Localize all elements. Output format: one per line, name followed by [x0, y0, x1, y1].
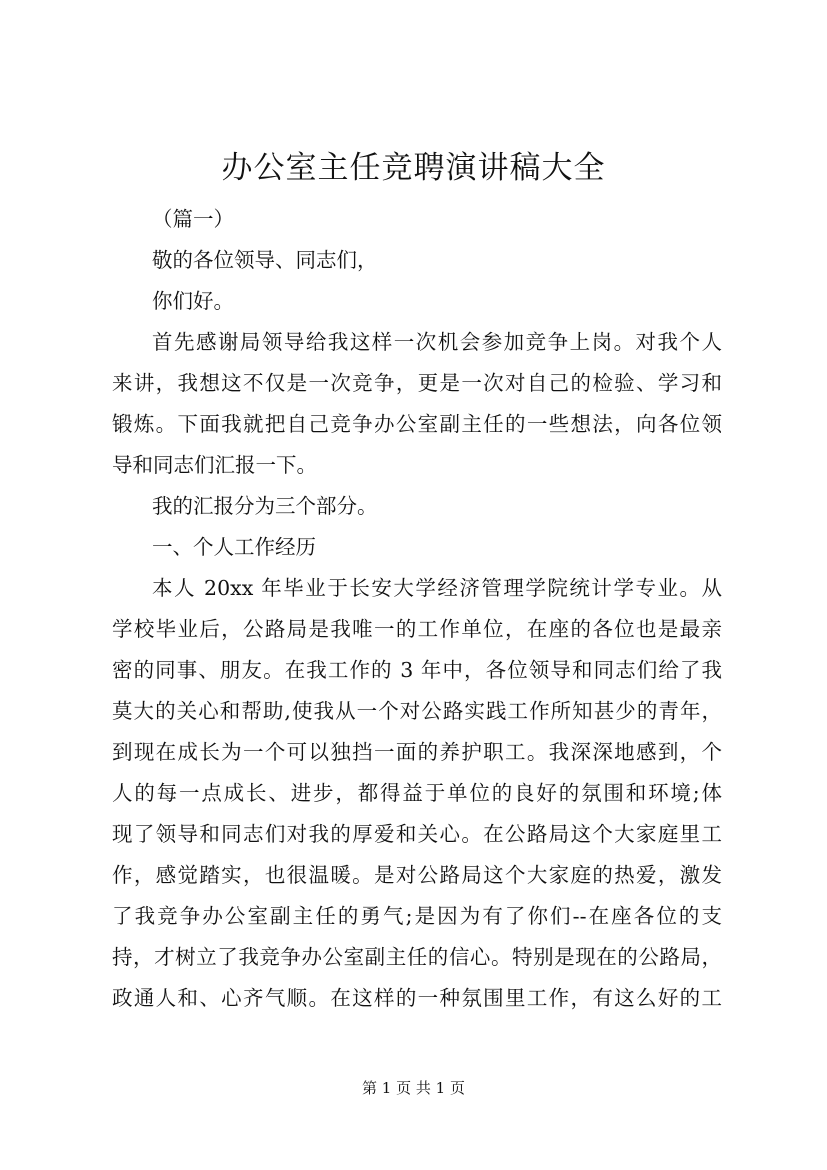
- paragraph-line: 学校毕业后，公路局是我唯一的工作单位，在座的各位也是最亲: [112, 617, 722, 641]
- page-footer: 第 1 页 共 1 页: [362, 1079, 465, 1097]
- paragraph-line: 莫大的关心和帮助,使我从一个对公路实践工作所知甚少的青年，: [112, 699, 722, 723]
- document-title: 办公室主任竞聘演讲稿大全: [221, 150, 606, 186]
- paragraph-line: 现了领导和同志们对我的厚爱和关心。在公路局这个大家庭里工: [112, 822, 722, 846]
- paragraph-line: 密的同事、朋友。在我工作的 3 年中，各位领导和同志们给了我: [112, 658, 722, 682]
- paragraph-line: 政通人和、心齐气顺。在这样的一种氛围里工作，有这么好的工: [112, 986, 722, 1010]
- paragraph-line: 到现在成长为一个可以独挡一面的养护职工。我深深地感到，个: [112, 740, 722, 764]
- section-label: （篇一）: [152, 207, 234, 231]
- paragraph-line: 我的汇报分为三个部分。: [152, 494, 378, 518]
- paragraph-line: 来讲，我想这不仅是一次竞争，更是一次对自己的检验、学习和: [112, 371, 722, 395]
- paragraph-line: 持，才树立了我竞争办公室副主任的信心。特别是现在的公路局，: [112, 945, 722, 969]
- paragraph-line: 作，感觉踏实，也很温暖。是对公路局这个大家庭的热爱，激发: [112, 863, 722, 887]
- paragraph-line: 人的每一点成长、进步，都得益于单位的良好的氛围和环境;体: [112, 781, 722, 805]
- paragraph-line: 导和同志们汇报一下。: [112, 453, 317, 477]
- paragraph-line: 了我竞争办公室副主任的勇气;是因为有了你们--在座各位的支: [112, 904, 722, 928]
- section-heading: 一、个人工作经历: [152, 535, 316, 559]
- paragraph-line: 本人 20xx 年毕业于长安大学经济管理学院统计学专业。从: [152, 576, 722, 600]
- paragraph-line: 首先感谢局领导给我这样一次机会参加竞争上岗。对我个人: [152, 330, 722, 354]
- paragraph-line: 锻炼。下面我就把自己竞争办公室副主任的一些想法，向各位领: [112, 412, 722, 436]
- greeting: 你们好。: [152, 289, 234, 313]
- salutation: 敬的各位领导、同志们，: [152, 248, 378, 272]
